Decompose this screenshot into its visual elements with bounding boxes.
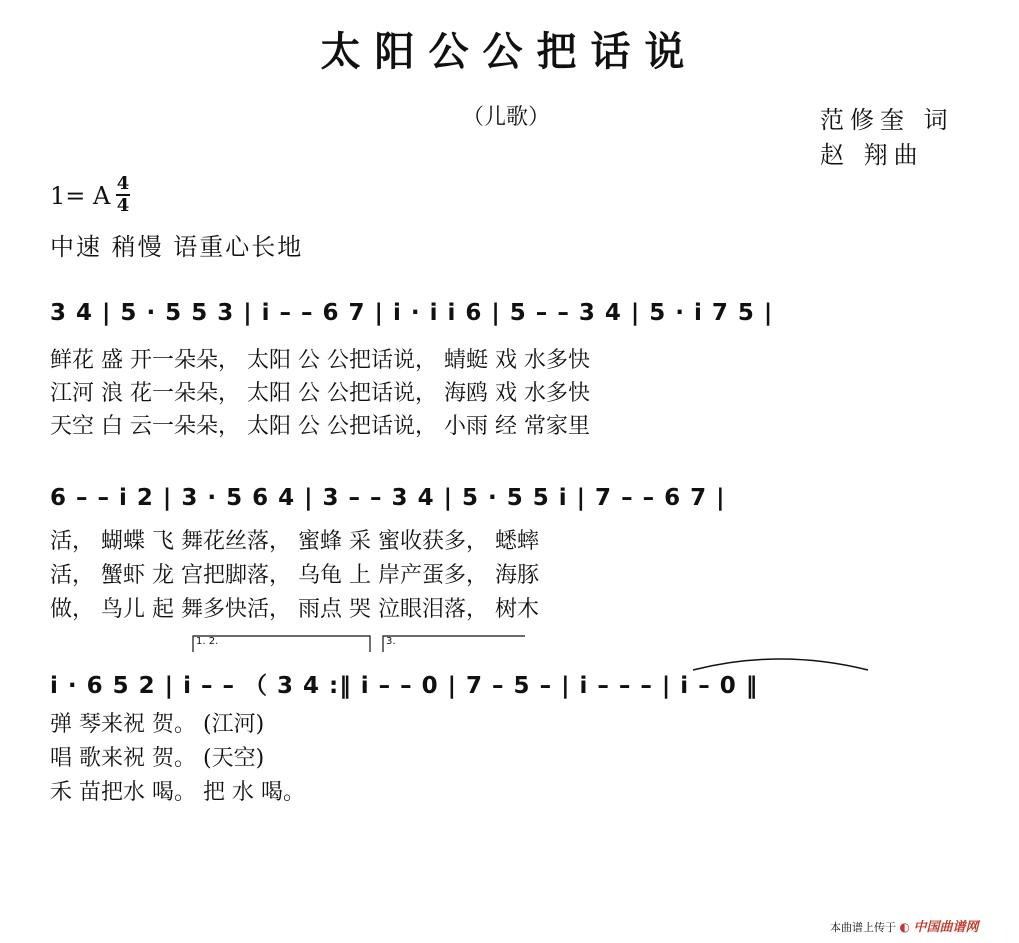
notation-line-3: i · 6 5 2 | i – – （ 3 4 :‖ i – – 0 | 7 – 5 – | i – – – | i – 0 ‖ (50, 673, 759, 699)
volta-first-second (193, 636, 370, 652)
lyric-line-2-verse-3: 做， 鸟儿 起 舞多快活， 雨点 哭 泣眼泪落， 树木 (50, 597, 539, 622)
volta-third (383, 636, 525, 652)
notation-line-2: 6 – – i 2 | 3 · 5 6 4 | 3 – – 3 4 | 5 · 5 5 i | 7 – – 6 7 | (50, 485, 726, 511)
tie-arc (693, 659, 868, 670)
lyric-line-1-verse-3: 天空 白 云一朵朵， 太阳 公 公把话说， 小雨 经 常家里 (50, 414, 590, 439)
lyric-line-2-verse-1: 活， 蝴蝶 飞 舞花丝落， 蜜蜂 采 蜜收获多， 蟋蟀 (50, 529, 539, 554)
footer-brand: 中国曲谱网 (913, 920, 979, 935)
lyric-line-1-verse-1: 鲜花 盛 开一朵朵， 太阳 公 公把话说， 蜻蜓 戏 水多快 (50, 348, 590, 373)
lyric-line-3-verse-1: 弹 琴来祝 贺。 (江河) (50, 712, 265, 737)
lyric-line-3-verse-3: 禾 苗把水 喝。 把 水 喝。 (50, 780, 305, 805)
footer (830, 916, 979, 935)
score-title: 太阳公公把话说 (320, 28, 699, 75)
key-signature: 1= A (50, 182, 111, 210)
tempo-marking: 中速 稍慢 语重心长地 (50, 233, 304, 261)
volta-third-label: 3. (386, 636, 396, 647)
lyricist-credit: 范修奎 词 (820, 106, 954, 134)
time-signature-top: 4 (116, 173, 130, 194)
site-logo-icon: ◐ (899, 920, 910, 934)
notation-line-1: 3 4 | 5 · 5 5 3 | i – – 6 7 | i · i i 6 | 5 – – 3 4 | 5 · i 7 5 | (50, 300, 774, 326)
volta-first-second-label: 1. 2. (196, 636, 219, 647)
composer-credit: 赵 翔曲 (820, 141, 924, 169)
footer-text: 本曲谱上传于 (830, 921, 896, 934)
score-subtitle: （儿歌） (462, 105, 551, 130)
lyric-line-2-verse-2: 活， 蟹虾 龙 宫把脚落， 乌龟 上 岸产蛋多， 海豚 (50, 563, 539, 588)
lyric-line-1-verse-2: 江河 浪 花一朵朵， 太阳 公 公把话说， 海鸥 戏 水多快 (50, 381, 590, 406)
time-signature-bottom: 4 (116, 195, 130, 216)
lyric-line-3-verse-2: 唱 歌来祝 贺。 (天空) (50, 746, 265, 771)
